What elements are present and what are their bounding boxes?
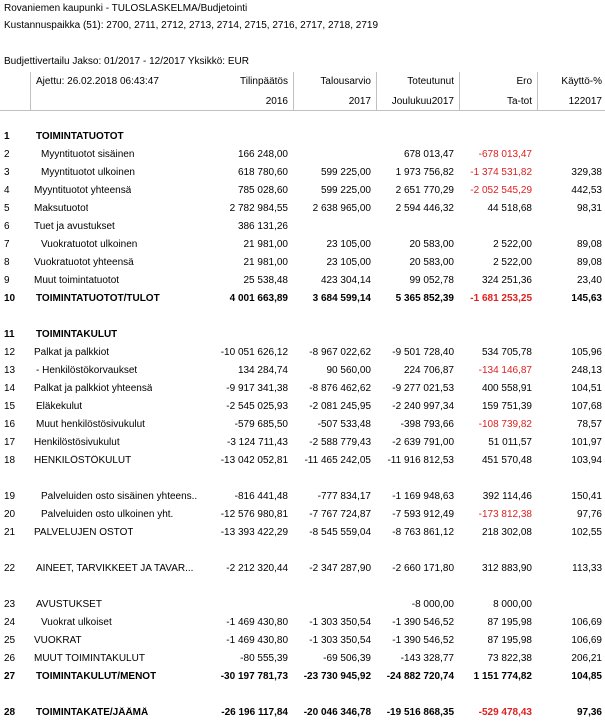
row-label: Palveluiden osto sisäinen yhteens.. <box>41 491 198 502</box>
value-difference: 1 151 774,82 <box>473 671 532 682</box>
row-label: Tuet ja avustukset <box>34 221 115 232</box>
value-usage-percent: 106,69 <box>571 635 602 646</box>
value-difference: 73 822,38 <box>487 653 532 664</box>
row-label: Myyntituotot sisäinen <box>41 149 135 160</box>
value-difference: 312 883,90 <box>481 563 532 574</box>
row-number: 28 <box>4 707 16 718</box>
value-usage-percent: 206,21 <box>571 653 602 664</box>
row-label: TOIMINTAKATE/JÄÄMÄ <box>36 707 149 718</box>
value-realized-2017: 99 052,78 <box>409 275 454 286</box>
row-number: 13 <box>4 365 16 376</box>
value-difference: 534 705,78 <box>481 347 532 358</box>
row-label: Vuokratuotot ulkoinen <box>41 239 138 250</box>
row-label: - Henkilöstökorvaukset <box>36 365 138 376</box>
value-difference: -173 812,38 <box>478 509 532 520</box>
run-timestamp: Ajettu: 26.02.2018 06:43:47 <box>36 76 159 87</box>
row-number: 8 <box>4 257 10 268</box>
value-budget-2017: 23 105,00 <box>326 239 371 250</box>
value-usage-percent: 97,76 <box>576 509 602 520</box>
value-actuals-2016: -2 545 025,93 <box>226 401 288 412</box>
row-number: 15 <box>4 401 16 412</box>
value-usage-percent: 103,94 <box>571 455 602 466</box>
report-title: Rovaniemen kaupunki - TULOSLASKELMA/Budjetointi <box>4 3 248 14</box>
value-realized-2017: -398 793,66 <box>400 419 454 430</box>
value-realized-2017: -8 000,00 <box>411 599 454 610</box>
value-usage-percent: 150,41 <box>571 491 602 502</box>
row-label: Myyntituotot ulkoinen <box>41 167 135 178</box>
value-usage-percent: 89,08 <box>576 239 602 250</box>
value-realized-2017: 224 706,87 <box>403 365 454 376</box>
value-realized-2017: -9 277 021,53 <box>392 383 454 394</box>
row-number: 16 <box>4 419 16 430</box>
value-usage-percent: 105,96 <box>571 347 602 358</box>
row-number: 10 <box>4 293 16 304</box>
row-label: Muut toimintatuotot <box>34 275 120 286</box>
value-actuals-2016: -816 441,48 <box>234 491 288 502</box>
value-difference: -2 052 545,29 <box>470 185 532 196</box>
value-budget-2017: -69 506,39 <box>323 653 371 664</box>
value-actuals-2016: -80 555,39 <box>240 653 288 664</box>
value-difference: 218 302,08 <box>481 527 532 538</box>
value-actuals-2016: -10 051 626,12 <box>220 347 288 358</box>
value-usage-percent: 104,51 <box>571 383 602 394</box>
value-budget-2017: -777 834,17 <box>317 491 371 502</box>
row-number: 5 <box>4 203 10 214</box>
row-label: MUUT TOIMINTAKULUT <box>34 653 145 664</box>
row-label: Henkilöstösivukulut <box>34 437 120 448</box>
row-label: Vuokrat ulkoiset <box>41 617 112 628</box>
value-actuals-2016: 2 782 984,55 <box>229 203 288 214</box>
row-label: PALVELUJEN OSTOT <box>34 527 134 538</box>
value-actuals-2016: 21 981,00 <box>243 257 288 268</box>
value-usage-percent: 104,85 <box>571 671 602 682</box>
value-usage-percent: 107,68 <box>571 401 602 412</box>
value-difference: 392 114,46 <box>482 491 532 502</box>
value-difference: 51 011,57 <box>488 437 532 448</box>
period-line: Budjettivertailu Jakso: 01/2017 - 12/2017 Yksikkö: EUR <box>4 56 249 67</box>
row-number: 11 <box>4 329 15 340</box>
value-usage-percent: 106,69 <box>571 617 602 628</box>
row-number: 3 <box>4 167 10 178</box>
value-difference: -1 374 531,82 <box>470 167 532 178</box>
value-budget-2017: 90 560,00 <box>326 365 371 376</box>
value-realized-2017: 20 583,00 <box>409 239 454 250</box>
value-realized-2017: 20 583,00 <box>409 257 454 268</box>
value-usage-percent: 329,38 <box>571 167 602 178</box>
row-label: Vuokratuotot yhteensä <box>34 257 134 268</box>
value-difference: -108 739,82 <box>478 419 532 430</box>
row-label: Eläkekulut <box>36 401 83 412</box>
value-realized-2017: -9 501 728,40 <box>392 347 454 358</box>
value-budget-2017: 423 304,14 <box>320 275 371 286</box>
row-number: 12 <box>4 347 16 358</box>
value-actuals-2016: 785 028,60 <box>237 185 288 196</box>
row-label: Maksutuotot <box>34 203 89 214</box>
value-difference: -1 681 253,25 <box>470 293 532 304</box>
value-usage-percent: 23,40 <box>576 275 602 286</box>
value-budget-2017: -23 730 945,92 <box>303 671 371 682</box>
value-actuals-2016: 166 248,00 <box>237 149 288 160</box>
row-label: HENKILÖSTÖKULUT <box>34 455 132 466</box>
value-realized-2017: -2 240 997,34 <box>392 401 454 412</box>
column-divider <box>30 72 31 110</box>
value-budget-2017: 3 684 599,14 <box>312 293 371 304</box>
col-header-realized: Toteutunut <box>407 76 454 87</box>
row-number: 18 <box>4 455 16 466</box>
col-header-actuals-2016-year: 2016 <box>265 96 288 107</box>
col-header-usage-percent: Käyttö-% <box>561 76 602 87</box>
row-number: 24 <box>4 617 16 628</box>
value-usage-percent: 98,31 <box>576 203 602 214</box>
value-realized-2017: -2 639 791,00 <box>392 437 454 448</box>
row-number: 7 <box>4 239 10 250</box>
row-number: 25 <box>4 635 16 646</box>
value-budget-2017: -7 767 724,87 <box>309 509 371 520</box>
row-number: 17 <box>4 437 16 448</box>
col-header-budget-2017-year: 2017 <box>348 96 371 107</box>
value-realized-2017: 2 651 770,29 <box>395 185 454 196</box>
row-number: 27 <box>4 671 16 682</box>
row-number: 6 <box>4 221 10 232</box>
row-label: Muut henkilöstösivukulut <box>36 419 145 430</box>
value-budget-2017: -2 588 779,43 <box>309 437 371 448</box>
row-label: TOIMINTAKULUT/MENOT <box>36 671 157 682</box>
value-actuals-2016: -2 212 320,44 <box>226 563 288 574</box>
value-usage-percent: 101,97 <box>571 437 602 448</box>
value-actuals-2016: -12 576 980,81 <box>220 509 288 520</box>
row-label: TOIMINTATUOTOT/TULOT <box>36 293 160 304</box>
value-usage-percent: 89,08 <box>576 257 602 268</box>
value-budget-2017: 599 225,00 <box>320 167 371 178</box>
value-budget-2017: -507 533,48 <box>317 419 371 430</box>
column-divider <box>459 72 460 110</box>
value-actuals-2016: -13 042 052,81 <box>220 455 288 466</box>
value-realized-2017: 5 365 852,39 <box>395 293 454 304</box>
value-realized-2017: -1 169 948,63 <box>392 491 454 502</box>
value-realized-2017: -19 516 868,35 <box>386 707 454 718</box>
income-statement-table <box>0 72 605 722</box>
col-header-realized-period: Joulukuu2017 <box>391 96 454 107</box>
value-usage-percent: 248,13 <box>571 365 602 376</box>
row-number: 23 <box>4 599 16 610</box>
value-budget-2017: -8 876 462,62 <box>309 383 371 394</box>
value-budget-2017: -2 347 287,90 <box>309 563 371 574</box>
value-actuals-2016: -9 917 341,38 <box>226 383 288 394</box>
value-budget-2017: -11 465 242,05 <box>304 455 371 466</box>
value-actuals-2016: -1 469 430,80 <box>226 617 288 628</box>
value-actuals-2016: 4 001 663,89 <box>229 293 288 304</box>
col-header-usage-period: 122017 <box>568 96 602 107</box>
column-divider <box>376 72 377 110</box>
value-difference: -134 146,87 <box>478 365 532 376</box>
value-usage-percent: 102,55 <box>571 527 602 538</box>
value-actuals-2016: 618 780,60 <box>237 167 288 178</box>
value-usage-percent: 97,36 <box>576 707 602 718</box>
value-difference: 87 195,98 <box>487 635 532 646</box>
row-label: AVUSTUKSET <box>36 599 102 610</box>
value-budget-2017: -8 545 559,04 <box>309 527 371 538</box>
value-actuals-2016: -30 197 781,73 <box>220 671 288 682</box>
value-realized-2017: -7 593 912,49 <box>392 509 454 520</box>
row-number: 14 <box>4 383 16 394</box>
value-budget-2017: 599 225,00 <box>320 185 371 196</box>
value-actuals-2016: -579 685,50 <box>234 419 288 430</box>
value-budget-2017: 23 105,00 <box>326 257 371 268</box>
value-usage-percent: 113,33 <box>572 563 602 574</box>
value-actuals-2016: -1 469 430,80 <box>226 635 288 646</box>
value-realized-2017: -143 328,77 <box>400 653 454 664</box>
value-realized-2017: -2 660 171,80 <box>392 563 454 574</box>
cost-center-line: Kustannuspaikka (51): 2700, 2711, 2712, 2713, 2714, 2715, 2716, 2717, 2718, 2719 <box>4 20 379 31</box>
row-label: Palkat ja palkkiot <box>34 347 110 358</box>
value-budget-2017: -8 967 022,62 <box>309 347 371 358</box>
value-actuals-2016: -3 124 711,43 <box>227 437 288 448</box>
row-label: VUOKRAT <box>34 635 82 646</box>
value-difference: 159 751,39 <box>481 401 532 412</box>
value-difference: 2 522,00 <box>493 257 532 268</box>
value-difference: 2 522,00 <box>493 239 532 250</box>
row-label: Palveluiden osto ulkoinen yht. <box>41 509 174 520</box>
header-rule <box>0 110 605 111</box>
value-actuals-2016: 25 538,48 <box>243 275 288 286</box>
value-realized-2017: -24 882 720,74 <box>386 671 454 682</box>
value-difference: 87 195,98 <box>487 617 532 628</box>
col-header-budget-2017: Talousarvio <box>320 76 371 87</box>
row-label: Myyntituotot yhteensä <box>34 185 132 196</box>
row-number: 1 <box>4 131 10 142</box>
value-difference: -678 013,47 <box>478 149 532 160</box>
value-actuals-2016: 386 131,26 <box>237 221 288 232</box>
row-number: 2 <box>4 149 10 160</box>
value-usage-percent: 145,63 <box>571 293 602 304</box>
value-budget-2017: -2 081 245,95 <box>309 401 371 412</box>
row-number: 9 <box>4 275 10 286</box>
value-realized-2017: 678 013,47 <box>403 149 454 160</box>
value-usage-percent: 78,57 <box>576 419 602 430</box>
row-label: TOIMINTATUOTOT <box>36 131 124 142</box>
row-label: Palkat ja palkkiot yhteensä <box>34 383 153 394</box>
value-realized-2017: 1 973 756,82 <box>395 167 454 178</box>
value-difference: 451 570,48 <box>481 455 532 466</box>
value-usage-percent: 442,53 <box>571 185 602 196</box>
value-actuals-2016: -13 393 422,29 <box>220 527 288 538</box>
value-difference: 400 558,91 <box>481 383 532 394</box>
row-number: 22 <box>4 563 16 574</box>
row-number: 19 <box>4 491 16 502</box>
value-actuals-2016: 134 284,74 <box>237 365 288 376</box>
column-divider <box>537 72 538 110</box>
value-budget-2017: -1 303 350,54 <box>309 617 371 628</box>
value-actuals-2016: -26 196 117,84 <box>221 707 288 718</box>
value-realized-2017: -1 390 546,52 <box>392 635 454 646</box>
value-difference: 324 251,36 <box>481 275 532 286</box>
value-realized-2017: -1 390 546,52 <box>392 617 454 628</box>
row-number: 26 <box>4 653 16 664</box>
value-realized-2017: -11 916 812,53 <box>387 455 454 466</box>
col-header-difference-sub: Ta-tot <box>506 96 532 107</box>
row-number: 4 <box>4 185 10 196</box>
value-difference: -529 478,43 <box>478 707 532 718</box>
value-budget-2017: -20 046 346,78 <box>303 707 371 718</box>
row-label: AINEET, TARVIKKEET JA TAVAR... <box>36 563 194 574</box>
row-number: 20 <box>4 509 16 520</box>
row-label: TOIMINTAKULUT <box>36 329 118 340</box>
value-realized-2017: -8 763 861,12 <box>392 527 454 538</box>
column-divider <box>293 72 294 110</box>
value-difference: 44 518,68 <box>487 203 532 214</box>
value-budget-2017: -1 303 350,54 <box>309 635 371 646</box>
row-number: 21 <box>4 527 16 538</box>
value-realized-2017: 2 594 446,32 <box>395 203 454 214</box>
value-actuals-2016: 21 981,00 <box>243 239 288 250</box>
value-difference: 8 000,00 <box>493 599 532 610</box>
col-header-difference: Ero <box>516 76 532 87</box>
value-budget-2017: 2 638 965,00 <box>312 203 371 214</box>
col-header-actuals-2016: Tilinpäätös <box>240 76 288 87</box>
